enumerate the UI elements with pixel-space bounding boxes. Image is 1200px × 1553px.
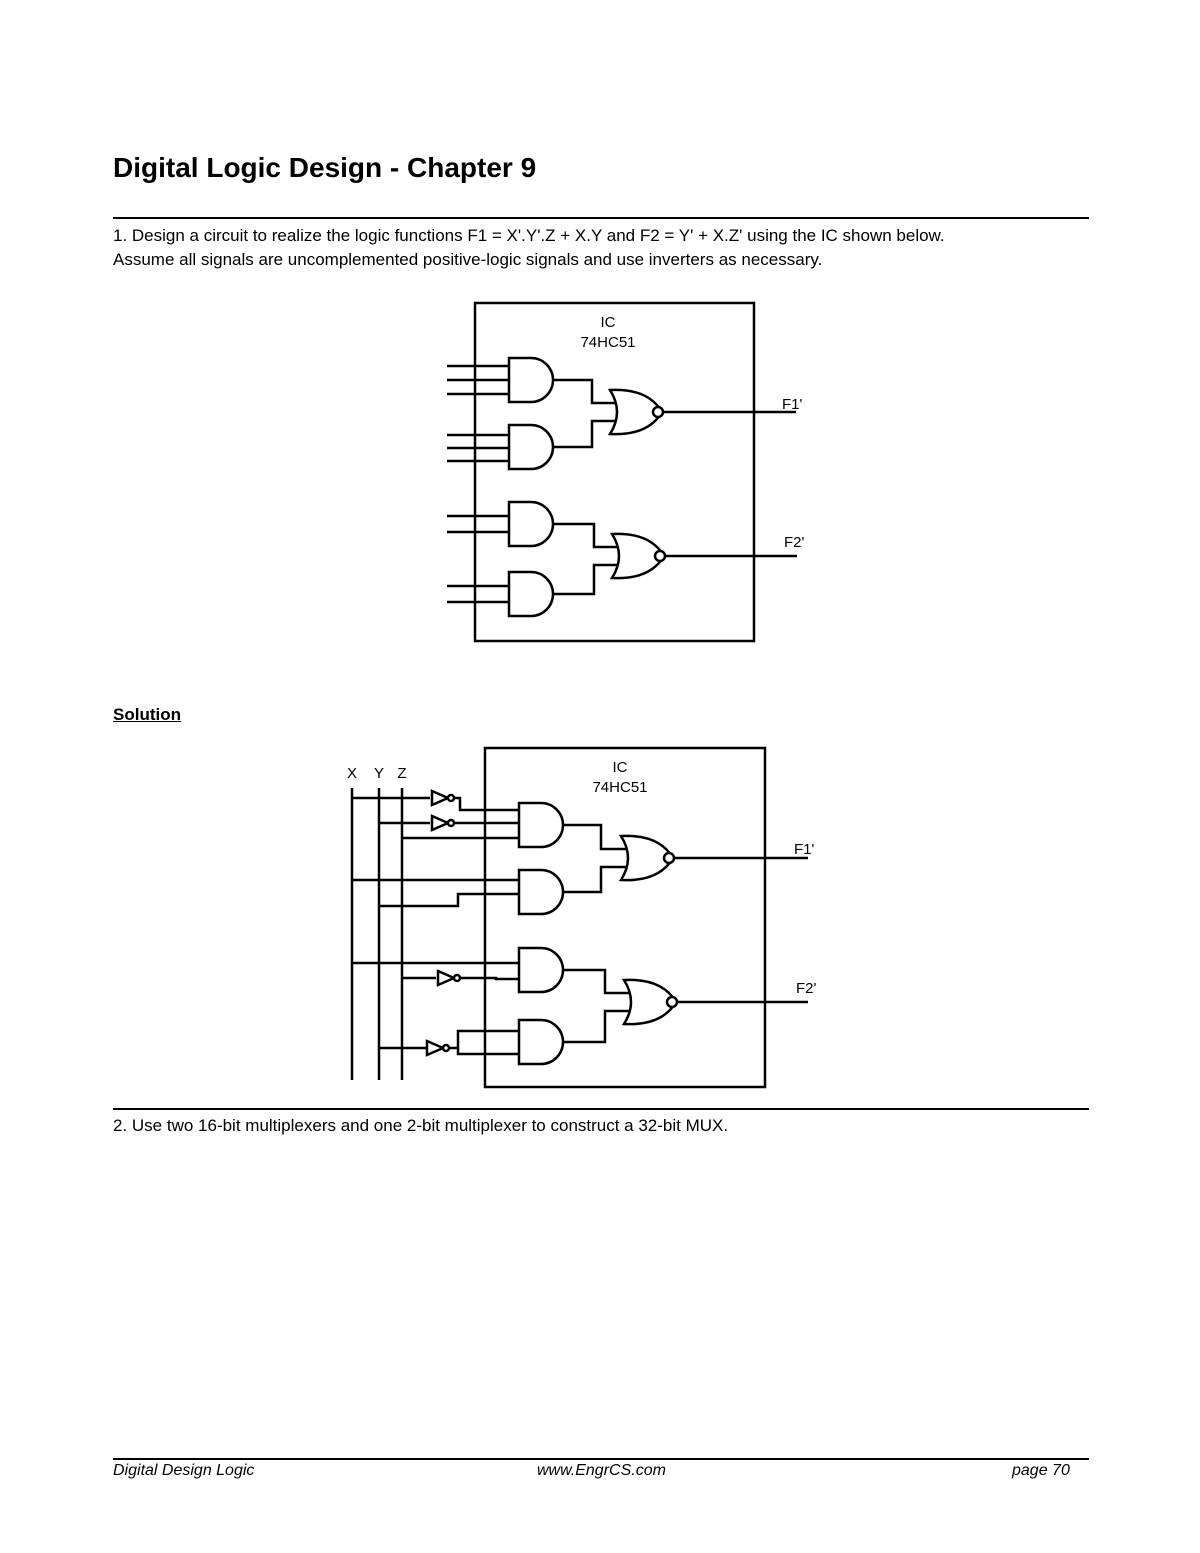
and-gate xyxy=(519,870,563,914)
and-gate xyxy=(519,1020,563,1064)
input-z-label: Z xyxy=(397,765,407,782)
inverter xyxy=(432,791,448,805)
output-f2-label: F2' xyxy=(784,534,805,551)
inversion-bubble xyxy=(454,975,460,981)
solution-diagram xyxy=(0,740,1200,1100)
inversion-bubble xyxy=(655,551,665,561)
and-gate xyxy=(519,948,563,992)
and-gate xyxy=(509,425,553,469)
and-gate xyxy=(509,572,553,616)
question-1-line-2: Assume all signals are uncomplemented positive-logic signals and use inverters as necessary. xyxy=(113,250,823,269)
and-gate xyxy=(509,358,553,402)
footer-right: page 70 xyxy=(1012,1462,1070,1479)
ic-label: IC xyxy=(600,314,616,331)
ic-diagram xyxy=(0,0,1200,700)
inverter xyxy=(432,816,448,830)
footer-center: www.EngrCS.com xyxy=(537,1462,666,1479)
inversion-bubble xyxy=(448,820,454,826)
output-f1-label: F1' xyxy=(782,396,803,413)
gate-interconnect xyxy=(563,825,631,1042)
ic-label: IC xyxy=(612,759,628,776)
inversion-bubble xyxy=(667,997,677,1007)
gate-interconnect xyxy=(553,380,619,594)
tap-wires xyxy=(352,798,519,1054)
footer-left: Digital Design Logic xyxy=(113,1462,255,1479)
output-wires xyxy=(674,858,808,1002)
inverter xyxy=(438,971,454,985)
and-gate xyxy=(509,502,553,546)
inversion-bubble xyxy=(653,407,663,417)
ic-part-number: 74HC51 xyxy=(580,334,636,351)
inverter xyxy=(427,1041,443,1055)
question-1-line-1: 1. Design a circuit to realize the logic functions F1 = X'.Y'.Z + X.Y and F2 = Y' + X.Z' using the IC shown below. xyxy=(113,226,945,245)
solution-heading: Solution xyxy=(113,705,181,724)
question-2: 2. Use two 16-bit multiplexers and one 2-bit multiplexer to construct a 32-bit MUX. xyxy=(113,1116,729,1135)
inversion-bubble xyxy=(448,795,454,801)
output-wires xyxy=(663,412,797,556)
input-x-label: X xyxy=(346,765,358,782)
footer-rule xyxy=(113,1458,1089,1460)
page-title: Digital Logic Design - Chapter 9 xyxy=(113,152,537,183)
ic-part-number: 74HC51 xyxy=(592,779,648,796)
output-f2-label: F2' xyxy=(796,980,817,997)
and-gate xyxy=(519,803,563,847)
section-rule xyxy=(113,1108,1089,1110)
input-bus xyxy=(352,788,402,1080)
output-f1-label: F1' xyxy=(794,841,815,858)
and-input-wires xyxy=(447,366,509,602)
inversion-bubble xyxy=(443,1045,449,1051)
input-y-label: Y xyxy=(373,765,385,782)
inversion-bubble xyxy=(664,853,674,863)
